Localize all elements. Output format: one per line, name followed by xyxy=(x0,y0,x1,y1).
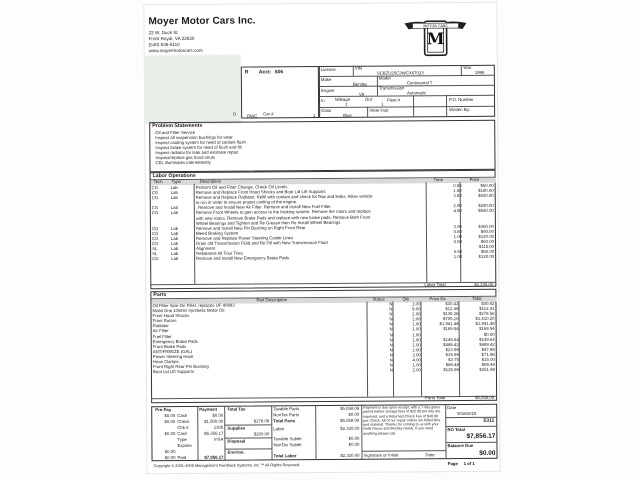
labor-type: Lab xyxy=(170,195,178,201)
part-price-each: $35.99 xyxy=(445,351,459,358)
labor-time: 1.00 xyxy=(453,233,463,240)
labor-price: $60.00 xyxy=(480,238,495,244)
labor-tech: CG xyxy=(151,230,159,237)
part-description: Boot Lid Lift Supports xyxy=(152,369,195,375)
part-qty: 4.00 xyxy=(412,357,421,363)
labor-operations-title: Labor Operations xyxy=(152,172,196,180)
logo-letter: M xyxy=(426,29,445,49)
total-labor-value: $2,320.00 xyxy=(340,452,360,458)
copyright-text: Copyright © 2001-2006 Management Feedback Systems, Inc.™ All Rights Reserved. xyxy=(153,462,301,469)
part-description: Air Filter xyxy=(152,328,169,334)
part-description: Oil Filter Spin-On Filter, replaces UF 40893 xyxy=(152,302,235,309)
labor-type: Lab xyxy=(170,225,179,231)
problem-line: Inspect all suspension bushings for wear xyxy=(155,134,233,141)
rwc-label: RWC xyxy=(247,113,258,119)
logo-banner: MOTOR CARS xyxy=(423,24,448,29)
payment-card: $6,356.17 xyxy=(204,430,224,436)
problem-statements-title: Problem Statements xyxy=(152,122,203,130)
parts-col-price-ea: Price Ea xyxy=(429,296,446,302)
part-total: $489.42 xyxy=(479,341,495,347)
labor-type: Lab xyxy=(171,246,179,252)
nontax-parts-label: NonTax Parts xyxy=(273,412,300,418)
ro-total-value: $7,856.17 xyxy=(466,432,496,440)
labor-type: Lab xyxy=(171,251,179,257)
labor-time: 2.00 xyxy=(453,203,462,209)
labor-tech: CG xyxy=(152,241,159,247)
part-price-each: $169.54 xyxy=(443,326,459,332)
page-label: Page xyxy=(447,461,458,467)
part-qty: 1.00 xyxy=(412,336,421,343)
written-by-label: Written By: xyxy=(449,106,471,113)
payment-check-number: 1305 xyxy=(213,424,224,430)
part-qty: 1.00 xyxy=(412,362,421,368)
ro-total-label: RO Total xyxy=(447,427,465,433)
company-phone: (540) 636-6110 xyxy=(148,41,180,48)
part-description: Fuel Filter xyxy=(152,333,172,339)
payment-card-type: VISA xyxy=(213,436,224,442)
part-total: $15.00 xyxy=(481,356,495,362)
supplies-label: Supplies xyxy=(227,425,246,431)
type-label: Type xyxy=(177,436,187,443)
state-insp-label: State Insp xyxy=(369,107,389,113)
labor-col-time: Time xyxy=(433,177,444,183)
r-label: R xyxy=(244,69,249,76)
model-value: Continental T xyxy=(406,80,433,86)
fleet-label: Fleet # xyxy=(387,97,401,103)
labor-price: $360.00 xyxy=(478,223,494,229)
parts-col-status: Status xyxy=(372,296,385,302)
labor-tech: CG xyxy=(152,256,159,262)
company-address-line2: Front Royal, VA 22630 xyxy=(148,35,195,42)
model-label: Model xyxy=(378,75,391,81)
labor-description: Alignment xyxy=(196,245,216,252)
total-parts-value: $5,058.09 xyxy=(340,417,360,423)
car-value: 1 xyxy=(313,113,316,119)
part-description: Front Rotors xyxy=(152,318,177,324)
vin-label: VIN xyxy=(354,65,363,71)
page-value: 1 of 1 xyxy=(463,460,475,467)
labor-description: Perform Oil and Filter Change, Check Oil Levels xyxy=(195,184,288,190)
prepay-other: $0.00 xyxy=(164,449,176,455)
labor-description: . Remove and Install New Air Filter. Remove and Install New Fuel Filter. xyxy=(195,204,332,211)
labor-col-price: Price xyxy=(469,176,480,182)
repair-order-sheet xyxy=(144,3,499,473)
part-price-each: $489.42 xyxy=(443,341,459,347)
labor-tech: SL xyxy=(152,251,158,257)
part-total: $112.41 xyxy=(479,305,495,311)
card-label: Card xyxy=(177,430,187,437)
prepay-card: $0.00 xyxy=(164,431,176,437)
expires-label: Expires xyxy=(177,442,192,449)
total-labor-label: Total Labor xyxy=(273,453,297,459)
part-qty: 1.00 xyxy=(412,301,421,307)
acct-value: 606 xyxy=(274,69,284,76)
labor-tech: CG xyxy=(151,190,159,196)
year-label: Year xyxy=(462,64,472,71)
part-total: $149.64 xyxy=(479,336,495,342)
car-label: Car # xyxy=(263,111,274,117)
labor-description: Remove and Install New Pin Bushing on Right Front Rear xyxy=(195,224,306,231)
taxable-parts-label: Taxable Parts xyxy=(273,406,300,412)
balance-due-label: Balance Due xyxy=(447,442,474,449)
out-value: 1 xyxy=(381,101,384,107)
parts-col-part: Part Description xyxy=(256,297,288,303)
problem-line: Oil and Filter Service xyxy=(155,129,196,136)
labor-table xyxy=(152,183,495,262)
labor-tech: SL xyxy=(152,246,158,252)
labor-price: $60.00 xyxy=(480,249,495,255)
part-status: N xyxy=(389,357,393,363)
parts-col-qty: Qty xyxy=(402,296,410,302)
footer-labor-label: Labor xyxy=(273,426,285,432)
labor-type: Lab xyxy=(170,190,178,196)
parts-total-value: $5,058.09 xyxy=(474,394,495,400)
parts-col-total: Total xyxy=(472,295,482,301)
labor-total-label: Labor Total xyxy=(424,282,446,288)
taxable-sublet-value: $0.00 xyxy=(348,435,360,441)
acct-label: Acct: xyxy=(258,69,272,76)
company-website: www.moyermotorcars.com xyxy=(148,47,203,54)
license-label: License xyxy=(320,66,336,73)
labor-tech: CG xyxy=(151,225,159,231)
labor-col-description: Description xyxy=(199,178,222,184)
part-total: $71.98 xyxy=(481,351,495,357)
labor-time: 1.50 xyxy=(453,188,462,194)
labor-col-type: Type xyxy=(171,178,181,185)
part-price-each: $23.99 xyxy=(445,346,459,352)
part-qty: 2.00 xyxy=(412,347,421,353)
company-name: Moyer Motor Cars Inc. xyxy=(148,15,256,28)
prepay-cash: $0.00 xyxy=(164,413,176,419)
total-tax-value: $278.08 xyxy=(253,418,270,424)
part-qty: 1.00 xyxy=(412,331,421,337)
nontax-sublet-label: NonTax Sublet xyxy=(273,442,302,448)
part-qty: 1.00 xyxy=(412,321,421,327)
total-tax-label: Total Tax xyxy=(227,406,246,412)
problem-line: CEL illuminates intermittently xyxy=(155,159,211,166)
labor-tech: CG xyxy=(151,195,159,201)
part-price-each: $139.28 xyxy=(442,311,459,317)
part-qty: 2.00 xyxy=(412,311,421,317)
part-price-each: $125.99 xyxy=(443,367,459,373)
labor-time: 0.50 xyxy=(453,183,462,189)
part-description: Mobil One 10W30 Synthetic Motor Oil xyxy=(152,307,225,314)
part-status: N xyxy=(389,326,393,332)
labor-time: 3.50 xyxy=(453,193,462,199)
labor-description: Remove and Replace Power Steering Cooler Lines xyxy=(195,235,294,241)
part-description: Front Brake Pads xyxy=(152,343,187,349)
part-description: Hose Clamps xyxy=(152,359,179,365)
mileage-label: Mileage xyxy=(335,96,351,102)
color-label: Color xyxy=(321,107,332,114)
problem-line: Inspect radiator for leak and estimate repair xyxy=(155,149,239,156)
cash-label: Cash xyxy=(177,412,188,419)
signature-date-label: Date xyxy=(425,452,435,458)
payment-paid: $7,856.17 xyxy=(204,454,224,460)
parts-total-label: Parts Total xyxy=(425,395,446,401)
date-value: 9/18/2015 xyxy=(457,410,477,417)
labor-time: 1.00 xyxy=(453,254,463,260)
part-price-each: $705.10 xyxy=(443,316,459,322)
part-status: N xyxy=(389,332,393,338)
taxable-parts-value: $5,058.09 xyxy=(340,405,360,411)
part-status: N xyxy=(389,367,393,373)
part-total: $0.00 xyxy=(483,331,495,337)
check-number-label: Chk # xyxy=(177,424,189,431)
part-qty: 2.00 xyxy=(412,316,421,322)
part-total: $1,410.20 xyxy=(475,316,495,322)
part-description: Power Steering Hose xyxy=(152,353,194,360)
part-description: ANTIFREEZE (GAL) xyxy=(152,348,193,355)
labor-description: Rebalance All Four Tires xyxy=(196,250,243,257)
part-price-each: $12.49 xyxy=(445,306,459,312)
payment-cash: $0.00 xyxy=(212,412,224,418)
labor-price: $240.00 xyxy=(478,203,494,209)
labor-time: 0.50 xyxy=(453,228,462,234)
paid-label: Paid xyxy=(177,454,187,461)
make-value: Bentley xyxy=(352,81,368,87)
labor-time: 0.50 xyxy=(453,249,463,255)
labor-price: $180.00 xyxy=(478,187,494,194)
labor-price: $540.00 xyxy=(478,208,494,214)
labor-col-tech: Tech xyxy=(153,179,163,185)
part-description: Front Hood Shocks xyxy=(152,313,190,319)
problem-line: Inspect/replace gas hood struts xyxy=(155,154,216,161)
labor-price: $120.00 xyxy=(478,233,495,239)
labor-price: $60.00 xyxy=(480,182,494,188)
labor-type: Lab xyxy=(170,205,178,211)
part-total: $30.42 xyxy=(481,300,495,306)
labor-time: 3.00 xyxy=(453,223,462,229)
year-value: 1998 xyxy=(474,69,485,75)
engine-value: V8 xyxy=(358,91,365,97)
parts-table xyxy=(152,301,494,375)
footer-labor-value: $2,320.00 xyxy=(340,425,360,431)
parts-title: Parts xyxy=(153,292,167,299)
labor-type: Lab xyxy=(170,230,179,236)
total-parts-label: Total Parts xyxy=(273,418,296,424)
ro-number: 5311 xyxy=(483,417,495,424)
company-logo-icon xyxy=(402,13,468,59)
labor-tech: CG xyxy=(151,185,159,191)
labor-type: Lab xyxy=(171,256,179,262)
part-total: $251.98 xyxy=(479,367,495,373)
part-price-each: $3.75 xyxy=(448,357,459,363)
part-status: N xyxy=(389,321,393,327)
balance-due-value: $0.00 xyxy=(479,449,496,457)
labor-price: $120.00 xyxy=(478,254,495,260)
problem-line: Inspect brake system for need of flush and fill xyxy=(155,144,242,151)
prepay-check: $0.00 xyxy=(164,419,176,425)
labor-time: 0.50 xyxy=(453,239,463,245)
labor-description: with new rotors. Remove Brake Pads and replace with new brake pads. Remove Both Front xyxy=(195,214,371,221)
part-total: $278.56 xyxy=(478,310,495,317)
part-total: $89.48 xyxy=(481,361,495,368)
part-description: Radiator xyxy=(152,323,169,329)
prepay-label: Pre-Pay xyxy=(155,407,172,413)
payment-check: $1,500.00 xyxy=(204,418,224,424)
labor-type: Lab xyxy=(170,185,178,191)
part-status: N xyxy=(389,362,393,368)
part-total: $1,941.48 xyxy=(475,321,495,327)
color-value: Blue xyxy=(343,112,352,118)
signature-label: Signature or Initial xyxy=(363,452,399,458)
part-price-each: $149.64 xyxy=(443,336,459,342)
labor-description: Remove and Replace Radiator. Refill with coolant and check for flow and leaks. Allow vehicle xyxy=(195,193,373,201)
payment-terms-text: Payment is due upon receipt, with a 7-day grace period before storage fees of $25.00 per day are imposed, and a Returned Check Fee of $40.00 per Check. All of our repair orders are billed time and material. Thanks for coming to us with your Rolls Royce and Bentley needs. If you need anything please call. xyxy=(363,405,441,436)
labor-price: $420.00 xyxy=(478,192,494,199)
labor-type: Lab xyxy=(170,210,179,216)
labor-tech: CG xyxy=(151,210,159,216)
environ-label: Environ. xyxy=(227,449,245,455)
labor-description: Wheel Bearings and Tighten and Re Grease then Re Install Wheel Bearings xyxy=(195,219,341,226)
taxable-sublet-label: Taxable Sublet xyxy=(273,436,302,442)
labor-price: $60.00 xyxy=(480,228,494,234)
labor-description: Remove and Install New Emergency Brake Pads xyxy=(196,255,290,262)
transmission-label: Transmission xyxy=(378,85,405,91)
labor-time: 4.50 xyxy=(453,208,462,214)
disposal-label: Disposal xyxy=(227,438,246,444)
part-total: $47.98 xyxy=(481,346,495,352)
part-price-each: $89.48 xyxy=(445,362,459,368)
d-label: D xyxy=(233,111,237,117)
part-status: N xyxy=(389,306,393,312)
part-status: N xyxy=(389,352,393,358)
part-status: N xyxy=(389,347,393,353)
part-total: $169.54 xyxy=(479,326,495,332)
labor-price: $115.00 xyxy=(478,243,495,250)
engine-label: Engine xyxy=(320,87,335,94)
labor-description: Remove and Replace Front Hood Shocks and Boot Lid Lift Supports xyxy=(195,189,326,195)
part-description: Emergency Brake Pads xyxy=(152,338,198,344)
in-value: 1 xyxy=(345,101,348,107)
problem-line: Inspect cooling system for need of coolant flush xyxy=(155,139,246,146)
labor-type: Lab xyxy=(171,241,179,247)
part-status: N xyxy=(389,342,393,348)
part-qty: 1.00 xyxy=(412,342,421,348)
labor-tech: CG xyxy=(151,236,159,242)
in-label: In xyxy=(321,97,325,104)
labor-tech: CG xyxy=(151,205,159,211)
part-status: N xyxy=(389,311,393,317)
labor-total-value: $2,335.00 xyxy=(474,281,494,287)
part-price-each: $30.42 xyxy=(445,301,459,307)
labor-description: to run in order to ensure proper cooling of the engine. xyxy=(195,199,298,206)
company-address-line1: 22 W. Duck St xyxy=(148,30,178,36)
nontax-parts-value: $0.00 xyxy=(348,411,360,417)
part-qty: 1.00 xyxy=(412,326,421,332)
nontax-sublet-value: $0.00 xyxy=(348,441,360,447)
part-qty: 9.00 xyxy=(412,306,421,312)
part-status: N xyxy=(389,316,393,322)
part-qty: 2.00 xyxy=(412,367,421,373)
vin-value: SCBZU25C3WCX67023 xyxy=(376,70,424,76)
transmission-value: Automatic xyxy=(406,90,427,96)
labor-type: Lab xyxy=(170,235,179,241)
part-price-each: $1,941.48 xyxy=(439,321,459,327)
po-number-label: P.O. Number xyxy=(449,96,474,103)
labor-description: Drain old Transmission Fluid and Re Fill with New Transmission Fluid xyxy=(196,239,328,246)
payment-label: Payment xyxy=(199,406,218,412)
labor-description: Remove Front Wheels to gain access to the braking system. Remove the rotors and replace xyxy=(195,209,371,216)
make-label: Make xyxy=(320,76,332,83)
labor-description: Bleed Braking System xyxy=(195,230,239,236)
date-label: Date xyxy=(447,405,457,411)
part-description: Front Right Rear Pin Bushing xyxy=(152,363,209,370)
part-status: N xyxy=(389,337,393,343)
part-qty: 2.00 xyxy=(412,352,421,358)
out-label: Out xyxy=(365,96,372,102)
prepay-paid: $0.00 xyxy=(164,455,176,461)
redacted-customer-info xyxy=(145,55,241,125)
check-label: Check xyxy=(177,418,190,425)
supplies-value: $200.00 xyxy=(253,431,270,437)
part-status: N xyxy=(389,301,393,307)
